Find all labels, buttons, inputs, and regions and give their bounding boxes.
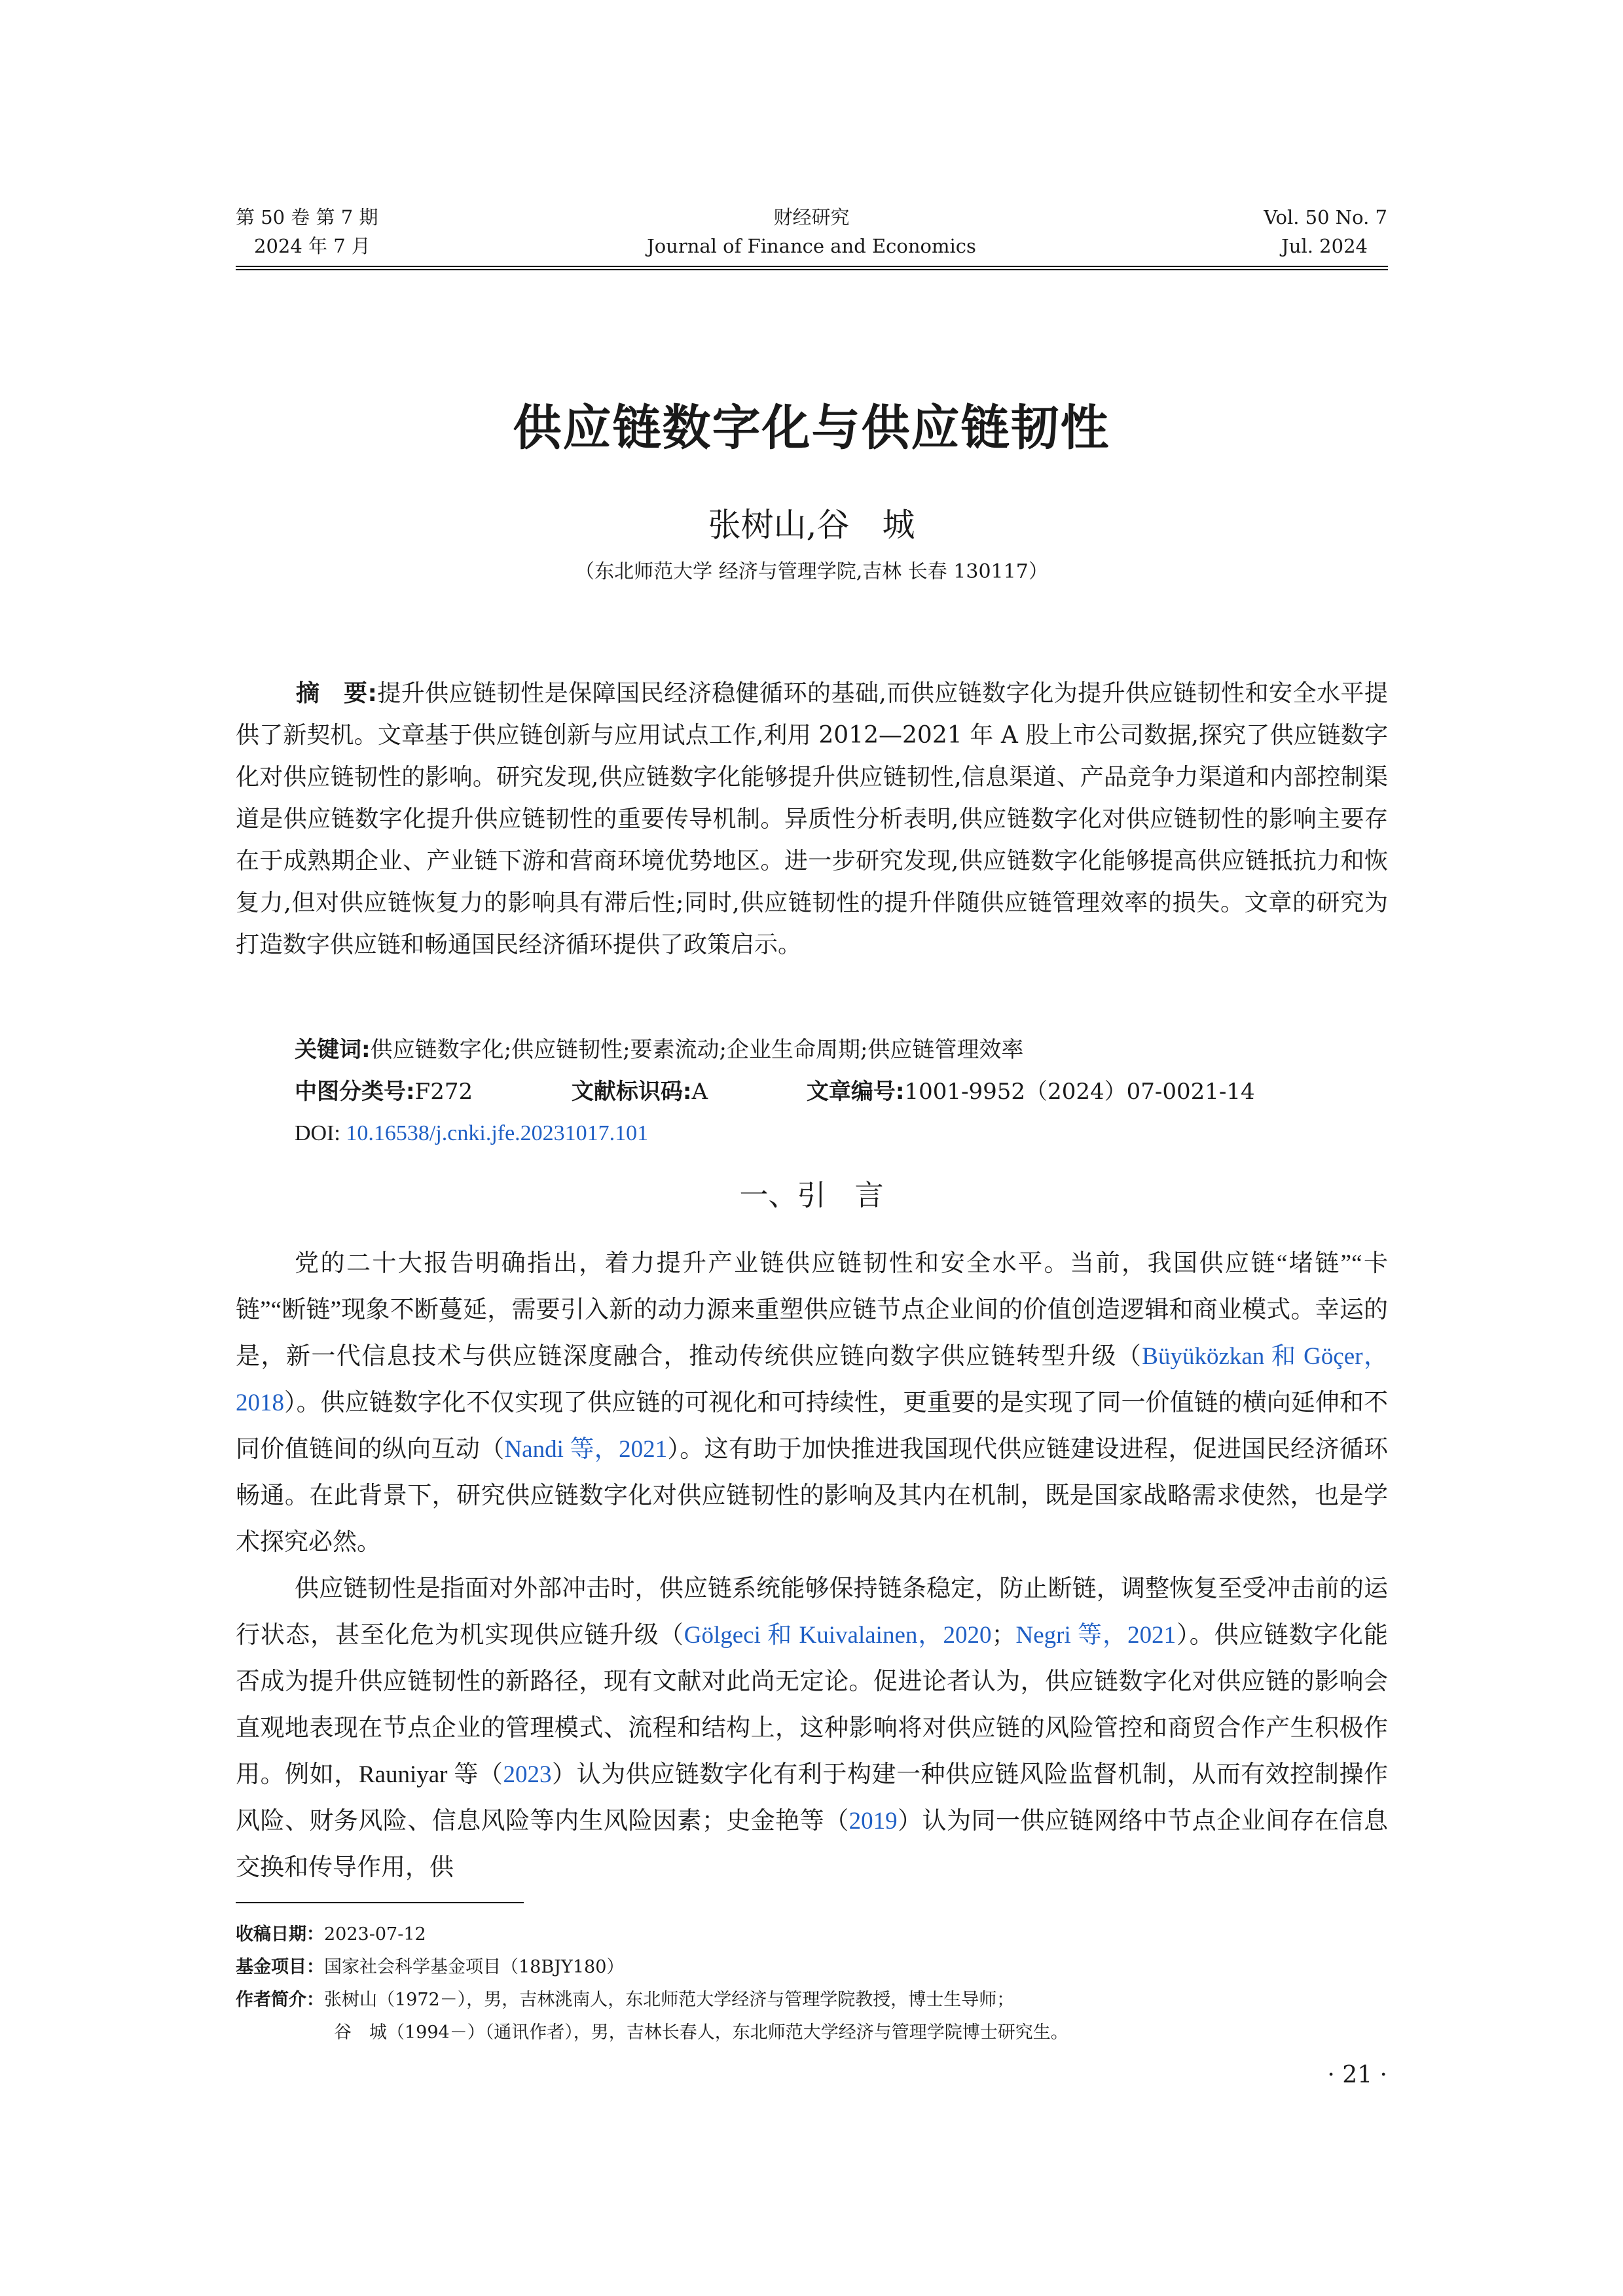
keywords-text: 供应链数字化;供应链韧性;要素流动;企业生命周期;供应链管理效率: [370, 1037, 1024, 1063]
citation-link[interactable]: Gölgeci 和 Kuivalainen，2020: [684, 1622, 992, 1649]
classification-line: [295, 1071, 1347, 1113]
fund-label: 基金项目：: [236, 1957, 324, 1977]
article-number-value: 1001-9952（2024）07-0021-14: [904, 1079, 1255, 1105]
doc-code-label: 文献标识码:: [571, 1079, 692, 1105]
affiliation: （东北师范大学 经济与管理学院,吉林 长春 130117）: [575, 560, 1048, 583]
citation-link[interactable]: Nandi 等，2021: [504, 1436, 668, 1463]
citation-link[interactable]: Negri 等，2021: [1015, 1622, 1176, 1649]
paragraph-text: ）。供应链数字化不仅实现了供应链的可视化和可持续性，更重要的是实现了同一价值链的横向延伸和不同价值链间的纵向互动（: [236, 1390, 1388, 1463]
journal-name-cn: 财经研究: [773, 206, 850, 228]
journal-volume-en: [1264, 203, 1387, 260]
doi-link[interactable]: 10.16538/j.cnki.jfe.20231017.101: [346, 1121, 649, 1145]
fund-value: 国家社会科学基金项目（18BJY180）: [324, 1957, 625, 1977]
paragraph-text: 党的二十大报告明确指出，着力提升产业链供应链韧性和安全水平。当前，我国供应链“堵链”“卡链”“断链”现象不断蔓延，需要引入新的动力源来重塑供应链节点企业间的价值创造逻辑和商业模式。幸运的是，新一代信息技术与供应链深度融合，推动传统供应链向数字供应链转型升级（: [236, 1250, 1388, 1370]
volume-en: Vol. 50 No. 7: [1264, 206, 1387, 228]
clc-value: F272: [414, 1079, 473, 1105]
paragraph-text: ）。供应链数字化能否成为提升供应链韧性的新路径，现有文献对此尚无定论。促进论者认为，供应链数字化对供应链的影响会直观地表现在节点企业的管理模式、流程和结构上，这种影响将对供应链的风险管控和商贸合作产生积极作用。例如，Rauniyar 等（: [236, 1622, 1389, 1788]
volume-issue: 第 50 卷 第 7 期: [236, 206, 378, 228]
doc-code-value: A: [691, 1079, 708, 1105]
body-paragraph: [236, 1240, 1388, 1566]
footnote-received: [236, 1919, 426, 1950]
paper-title: 供应链数字化与供应链韧性: [513, 400, 1110, 456]
keywords-label: 关键词:: [295, 1037, 371, 1063]
doi-label: DOI:: [295, 1121, 346, 1145]
paragraph-text: 供应链韧性是指面对外部冲击时，供应链系统能够保持链条稳定，防止断链，调整恢复至受冲击前的运行状态，甚至化危为机实现供应链升级（: [236, 1575, 1388, 1649]
abstract: [236, 673, 1388, 966]
journal-name-en: Journal of Finance and Economics: [647, 235, 976, 257]
received-date: 2023-07-12: [324, 1924, 426, 1945]
doi-line: [295, 1113, 648, 1155]
paragraph-text: ）。这有助于加快推进我国现代供应链建设进程，促进国民经济循环畅通。在此背景下，研究供应链数字化对供应链韧性的影响及其内在机制，既是国家战略需求使然，也是学术探究必然。: [236, 1436, 1388, 1556]
footnote-author-2: 谷 城（1994－）（通讯作者），男，吉林长春人，东北师范大学经济与管理学院博士研究生。: [334, 2022, 1068, 2043]
paragraph-text: ）认为同一供应链网络中节点企业间存在信息交换和传导作用，供: [236, 1808, 1389, 1881]
citation-link[interactable]: 2023: [503, 1761, 552, 1788]
keywords: [295, 1029, 1023, 1071]
section-heading-introduction: 一、引 言: [739, 1179, 884, 1212]
paragraph-text: ）认为供应链数字化有利于构建一种供应链风险监督机制，从而有效控制操作风险、财务风险、信息风险等内生风险因素；史金艳等（: [236, 1761, 1389, 1835]
received-label: 收稿日期：: [236, 1924, 324, 1945]
clc-label: 中图分类号:: [295, 1079, 415, 1105]
date-en: Jul. 2024: [1281, 235, 1368, 257]
footnote-author: [236, 1984, 1014, 2016]
abstract-label: 摘 要:: [296, 680, 377, 707]
article-number-label: 文章编号:: [806, 1079, 905, 1105]
author-names: 张树山,谷 城: [708, 506, 915, 544]
author-bio-1: 张树山（1972－），男，吉林洮南人，东北师范大学经济与管理学院教授，博士生导师；: [324, 1990, 1015, 2010]
citation-link[interactable]: Büyüközkan 和 Göçer，2018: [236, 1343, 1388, 1416]
header-rule: [236, 266, 1388, 270]
footnote-rule: [236, 1902, 524, 1903]
publication-date: 2024 年 7 月: [254, 235, 371, 257]
abstract-text: 提升供应链韧性是保障国民经济稳健循环的基础,而供应链数字化为提升供应链韧性和安全水平提供了新契机。文章基于供应链创新与应用试点工作,利用 2012—2021 年 A 股上市公司数据,探究了供应链数字化对供应链韧性的影响。研究发现,供应链数字化能够提升供应链韧性,信息渠道、产品竞争力渠道和内部控制渠道是供应链数字化提升供应链韧性的重要传导机制。异质性分析表明,供应链数字化对供应链韧性的影响主要存在于成熟期企业、产业链下游和营商环境优势地区。进一步研究发现,供应链数字化能够提高供应链抵抗力和恢复力,但对供应链恢复力的影响具有滞后性;同时,供应链韧性的提升伴随供应链管理效率的损失。文章的研究为打造数字供应链和畅通国民经济循环提供了政策启示。: [236, 680, 1388, 958]
paragraph-text: ；: [991, 1622, 1016, 1649]
citation-link[interactable]: 2019: [848, 1808, 898, 1835]
body-paragraph: [236, 1566, 1388, 1891]
footnote-fund: [236, 1952, 624, 1983]
page-number: · 21 ·: [1327, 2062, 1387, 2089]
author-bio-label: 作者简介：: [236, 1990, 324, 2010]
